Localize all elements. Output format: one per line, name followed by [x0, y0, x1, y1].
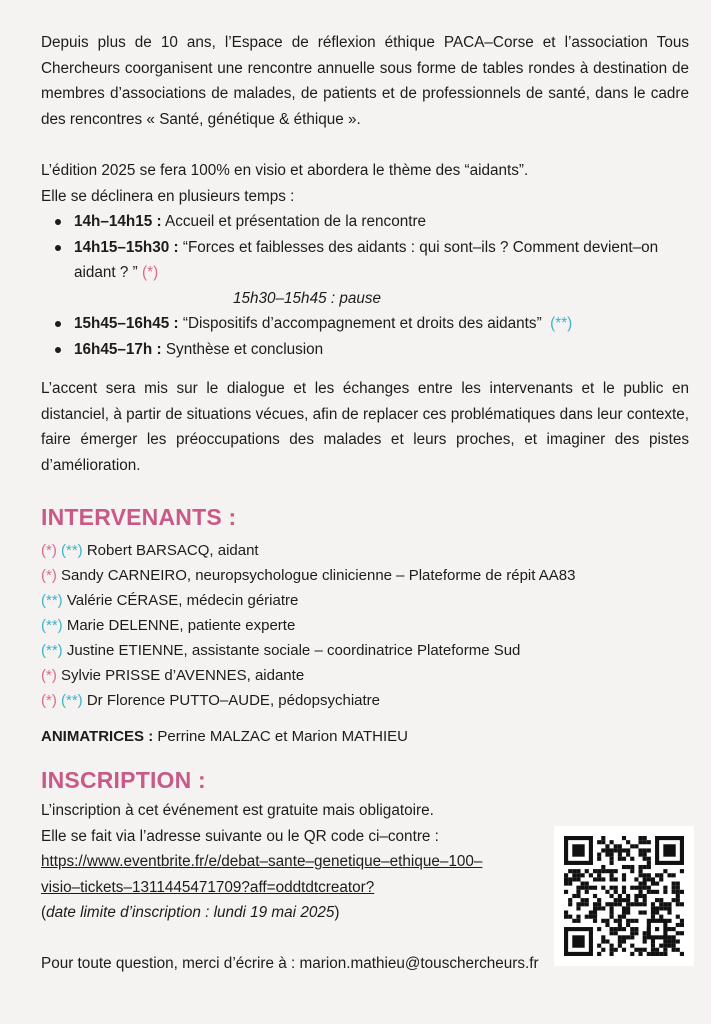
- schedule-time: 16h45–17h :: [74, 340, 162, 358]
- schedule-item: [74, 337, 689, 363]
- paren: (: [41, 904, 47, 921]
- speaker-list: [41, 538, 689, 713]
- reference-mark: (**): [41, 642, 63, 659]
- reference-mark: (*): [41, 667, 57, 684]
- schedule-text: Accueil et présentation de la rencontre: [161, 213, 427, 230]
- contact-line: Pour toute question, merci d’écrire à : marion.mathieu@touschercheurs.fr: [41, 954, 539, 972]
- reference-mark: (*): [41, 542, 57, 559]
- speaker-row: [41, 563, 689, 588]
- animatrices-line: [41, 724, 689, 749]
- edition-line: L’édition 2025 se fera 100% en visio et abordera le thème des “aidants”.: [41, 162, 529, 179]
- temps-line: Elle se déclinera en plusieurs temps :: [41, 187, 295, 205]
- schedule-item: [74, 209, 689, 235]
- reference-mark: (*): [41, 567, 57, 584]
- schedule-time: 14h–14h15 :: [74, 213, 162, 230]
- speaker-name: Valérie CÉRASE, médecin gériatre: [66, 592, 299, 609]
- speaker-row: [41, 688, 689, 713]
- qr-code-graphic: [564, 836, 684, 956]
- speaker-name: Sandy CARNEIRO, neuropsychologue clinicienne – Plateforme de répit AA83: [61, 567, 576, 584]
- schedule-text: Synthèse et conclusion: [161, 340, 324, 358]
- schedule-item: [74, 311, 689, 337]
- intervenants-heading: INTERVENANTS :: [41, 504, 237, 530]
- inscription-line: Elle se fait via l’adresse suivante ou le QR code ci–contre :: [41, 827, 439, 845]
- registration-link-continued[interactable]: visio–tickets–1311445471709?aff=oddtdtcreator?: [41, 878, 375, 896]
- inscription-line: L’inscription à cet événement est gratuite mais obligatoire.: [41, 802, 434, 819]
- registration-link[interactable]: https://www.eventbrite.fr/e/debat–sante–genetique–ethique–100–: [41, 853, 483, 870]
- speaker-row: [41, 538, 689, 563]
- qr-code-icon[interactable]: [554, 826, 694, 966]
- schedule-time: 14h15–15h30 :: [74, 238, 179, 256]
- schedule-time: 15h45–16h45 :: [74, 315, 179, 332]
- schedule-list: [41, 209, 689, 286]
- schedule-list-continued: [41, 311, 689, 362]
- speaker-name: Marie DELENNE, patiente experte: [66, 617, 296, 634]
- reference-mark: (**): [41, 617, 63, 634]
- reference-mark: (*): [142, 264, 159, 281]
- reference-mark: (**): [61, 542, 83, 559]
- speaker-name: Dr Florence PUTTO–AUDE, pédopsychiatre: [86, 692, 381, 709]
- reference-mark: (**): [41, 592, 63, 609]
- inscription-heading: INSCRIPTION :: [41, 767, 206, 793]
- schedule-text: “Dispositifs d’accompagnement et droits des aidants”: [178, 315, 542, 332]
- animatrices-names: Perrine MALZAC et Marion MATHIEU: [153, 728, 408, 745]
- speaker-name: Sylvie PRISSE d’AVENNES, aidante: [61, 667, 305, 684]
- schedule-text: “Forces et faiblesses des aidants : qui sont–ils ? Comment devient–on aidant ? ”: [74, 238, 659, 281]
- speaker-row: [41, 663, 689, 688]
- reference-mark: (**): [61, 692, 83, 709]
- deadline-text: date limite d’inscription : lundi 19 mai 2025: [46, 904, 335, 921]
- speaker-row: [41, 588, 689, 613]
- reference-mark: (*): [41, 692, 57, 709]
- schedule-item: [74, 235, 689, 286]
- pause-line: 15h30–15h45 : pause: [233, 289, 382, 307]
- accent-paragraph: L’accent sera mis sur le dialogue et les échanges entre les intervenants et le public en distanciel, à partir de situations vécues, afin de replacer ces problématiques dans leur contexte, faire émerger les préoccupations des malades et leurs proches, et imaginer des pistes d’amélioration.: [41, 380, 689, 474]
- speaker-name: Robert BARSACQ, aidant: [86, 542, 259, 559]
- speaker-name: Justine ETIENNE, assistante sociale – coordinatrice Plateforme Sud: [66, 642, 521, 659]
- reference-mark: (**): [550, 315, 573, 332]
- intro-paragraph: Depuis plus de 10 ans, l’Espace de réflexion éthique PACA–Corse et l’association Tous Chercheurs coorganisent une rencontre annuelle sous forme de tables rondes à destination de membres d’associations de malades, de patients et de professionnels de santé, dans le cadre des rencontres « Santé, génétique & éthique ».: [41, 34, 689, 128]
- animatrices-label: ANIMATRICES :: [41, 728, 154, 745]
- speaker-row: [41, 613, 689, 638]
- paren: ): [334, 904, 340, 921]
- speaker-row: [41, 638, 689, 663]
